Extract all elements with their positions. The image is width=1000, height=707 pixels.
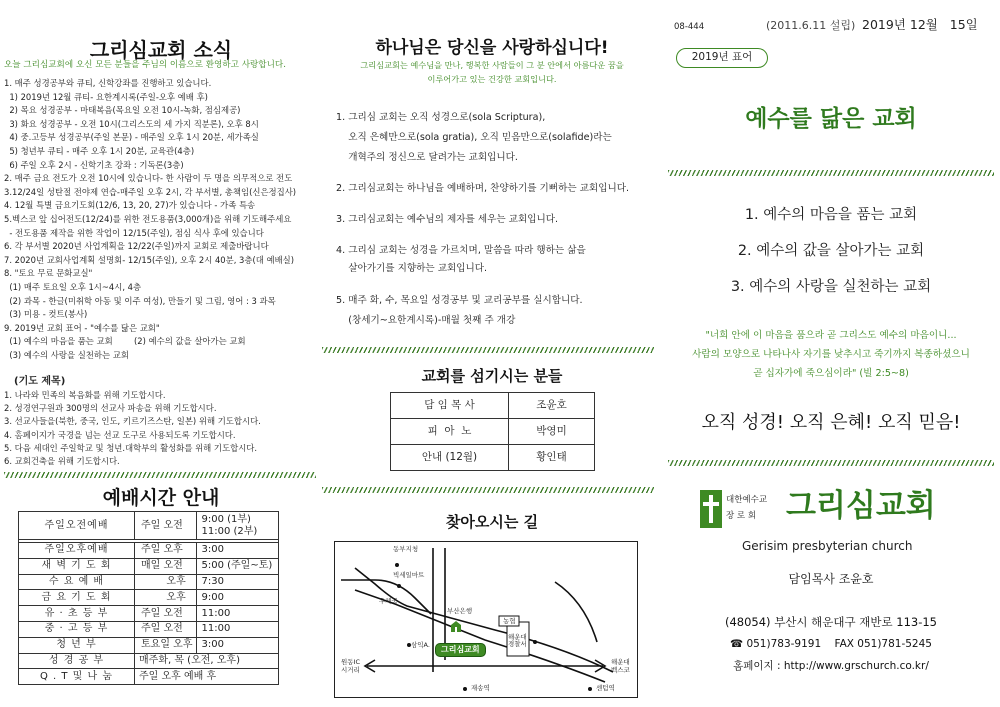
map-label-wondong: 원동IC 시거리 <box>341 658 361 674</box>
welcome-text: 오늘 그리심교회에 오신 모든 분들을 주님의 이름으로 환영하고 사랑합니다. <box>4 60 286 70</box>
bulletin-code: 08-444 <box>674 22 705 32</box>
denomination-line-1: 대한예수교 <box>726 495 768 505</box>
worship-day: 주일 오전 <box>135 606 197 622</box>
church-point: 살아가기를 지향하는 교회입니다. <box>336 263 488 274</box>
map-label-centum: 센텀역 <box>596 684 615 692</box>
worship-time: 9:00 <box>197 590 279 606</box>
divider <box>668 460 994 466</box>
worship-time: 3:00 <box>197 543 279 559</box>
worship-title: 예배시간 안내 <box>102 487 220 509</box>
denomination-line-2: 장 로 회 <box>726 511 757 521</box>
map-label-jaesong: 재송역 <box>471 684 490 692</box>
news-line: (1) 매주 토요일 오후 1시~4시, 4층 <box>4 282 142 292</box>
church-logo-icon <box>700 490 722 528</box>
news-line: (2) 과목 - 한글(미취학 아동 및 이주 여성), 만들기 및 그림, 영어 : 3 과목 <box>4 295 276 306</box>
map-roads <box>335 542 639 699</box>
worship-name: 주일오전예배 <box>19 512 135 540</box>
map-label-post: 우체국 <box>379 597 398 605</box>
left-column <box>0 0 322 707</box>
news-line: (1) 예수의 마음을 품는 교회 (2) 예수의 값을 살아가는 교회 <box>4 336 246 347</box>
staff-name: 황인태 <box>509 445 595 471</box>
church-point: 5. 매주 화, 수, 목요일 성경공부 및 교리공부를 실시합니다. <box>336 295 583 306</box>
staff-row <box>391 393 595 419</box>
worship-row <box>19 512 279 540</box>
news-title: 그리심교회 소식 <box>89 38 233 62</box>
church-point: 4. 그리심 교회는 성경을 가르치며, 말씀을 따라 행하는 삶을 <box>336 245 586 256</box>
verse-line-1: "너희 안에 이 마음을 품으라 곧 그리스도 예수의 마음이니... <box>705 330 957 341</box>
worship-name: 수 요 예 배 <box>19 574 135 590</box>
church-point: 오직 은혜만으로(sola gratia), 오직 믿음만으로(solafide)라는 <box>336 132 612 143</box>
worship-row <box>19 621 279 637</box>
right-column <box>662 0 1000 707</box>
prayer-line: 2. 성경연구원과 300명의 선교사 파송을 위해 기도합시다. <box>4 403 217 414</box>
staff-row <box>391 445 595 471</box>
church-point: 개혁주의 정신으로 달려가는 교회입니다. <box>336 152 518 163</box>
news-line: 1. 매주 성경공부와 큐티, 신학강좌를 진행하고 있습니다. <box>4 78 212 88</box>
news-line: 3) 화요 성경공부 - 오전 10시(그리스도의 세 가지 직분론), 오후 8시 <box>4 118 259 129</box>
established-date: (2011.6.11 설립) <box>766 19 856 32</box>
worship-row <box>19 669 279 685</box>
verse-line-2: 사람의 모양으로 나타나사 자기를 낮추시고 죽기까지 복종하셨으니 <box>692 349 970 360</box>
news-line: 3.12/24일 성탄절 전야제 연습-매주일 오후 2시, 각 부서별, 총책임(신은정집사) <box>4 186 297 197</box>
divider <box>322 487 654 493</box>
divider <box>668 170 994 176</box>
worship-row <box>19 543 279 559</box>
love-sub-1: 그리심교회는 예수님을 만나, 행복한 사람들이 그 분 안에서 아름다운 꿈을 <box>360 60 624 70</box>
love-title: 하나님은 당신을 사랑하십니다! <box>375 38 609 58</box>
location-map <box>334 541 638 698</box>
worship-name: 새 벽 기 도 회 <box>19 558 135 574</box>
church-point: (창세기~요한계시록)-매월 첫째 주 개강 <box>336 315 516 326</box>
staff-table <box>390 392 595 471</box>
worship-time: 11:00 <box>197 606 279 622</box>
worship-name: 중 · 고 등 부 <box>19 621 135 637</box>
worship-day: 토요일 오후 <box>135 637 197 653</box>
worship-day: 오후 <box>135 590 197 606</box>
worship-row <box>19 637 279 653</box>
news-line: 8. "토요 무료 문화교실" <box>4 268 93 279</box>
news-line: 9. 2019년 교회 표어 - "예수를 닮은 교회" <box>4 322 160 333</box>
map-label-dongbu: 동부지청 <box>393 545 419 553</box>
news-line: (3) 미용 - 컷트(봉사) <box>4 309 88 320</box>
news-line: 1) 2019년 12월 큐티- 요한계시록(주일-오후 예배 후) <box>4 91 208 102</box>
church-point: 2. 그리심교회는 하나님을 예배하며, 찬양하기를 기뻐하는 교회입니다. <box>336 183 630 194</box>
homepage-link[interactable]: 홈페이지 : http://www.grschurch.co.kr/ <box>733 660 929 672</box>
worship-name: 주일오후예배 <box>19 543 135 559</box>
staff-title: 교회를 섬기시는 분들 <box>421 367 563 385</box>
prayer-title: (기도 제목) <box>14 376 66 387</box>
worship-name: 유 · 초 등 부 <box>19 606 135 622</box>
prayer-line: 3. 선교사들을(북한, 중국, 인도, 키르기즈스탄, 일본) 위해 기도합시다. <box>4 416 261 427</box>
divider <box>322 347 654 353</box>
church-name: 그리심교회 <box>786 488 936 524</box>
worship-name: Q . T 및 나 눔 <box>19 669 135 685</box>
worship-name: 청 년 부 <box>19 637 135 653</box>
news-line: 6. 각 부서별 2020년 사업계획을 12/22(주일)까지 교회로 제출바랍니다 <box>4 241 269 252</box>
map-label-bigsale: 빅세일마트 <box>393 571 425 579</box>
news-line: 2) 목요 성경공부 - 마태복음(목요일 오전 10시-녹화, 점심제공) <box>4 105 241 116</box>
worship-day: 주일 오전 <box>135 621 197 637</box>
map-label-police: 해운대 경찰서 <box>508 633 527 649</box>
news-line: 4) 중.고등부 성경공부(주일 본문) - 매주일 오후 1시 20분, 세가족실 <box>4 132 259 143</box>
worship-name: 금 요 기 도 회 <box>19 590 135 606</box>
prayer-line: 5. 다음 세대인 주일학교 및 청년.대학부의 활성화를 위해 기도합시다. <box>4 442 258 453</box>
worship-day: 매주화, 목 (오전, 오후) <box>135 653 279 669</box>
map-label-samik: 삼익A. <box>411 641 430 649</box>
worship-time: 3:00 <box>197 637 279 653</box>
motto-title: 예수를 닮은 교회 <box>745 106 917 132</box>
worship-row <box>19 590 279 606</box>
staff-role: 담 임 목 사 <box>391 393 509 419</box>
map-label-busanbank: 부산은행 <box>447 607 473 615</box>
worship-name: 성 경 공 부 <box>19 653 135 669</box>
map-title: 찾아오시는 길 <box>445 513 539 531</box>
worship-row <box>19 574 279 590</box>
news-line: 7. 2020년 교회사업계획 설명회- 12/15(주일), 오후 2시 40분, 3층(대 예배실) <box>4 254 295 265</box>
news-line: 5.벡스코 앞 십어전도(12/24)를 위한 전도용품(3,000개)을 위해 기도해주세요 <box>4 214 292 224</box>
motto-item: 1. 예수의 마음을 품는 교회 <box>744 207 918 223</box>
worship-day: 매일 오전 <box>135 558 197 574</box>
worship-time: 11:00 <box>197 621 279 637</box>
staff-name: 박영미 <box>509 419 595 445</box>
news-line: - 전도용품 제작을 위한 작업이 12/15(주일), 점심 식사 후에 있습니다 <box>4 227 264 238</box>
worship-table <box>18 511 279 685</box>
worship-time: 7:30 <box>197 574 279 590</box>
motto-item: 3. 예수의 사랑을 실천하는 교회 <box>730 279 932 295</box>
prayer-line: 4. 홈페이지가 국경을 넘는 선교 도구로 사용되도록 기도합시다. <box>4 429 236 440</box>
staff-name: 조윤호 <box>509 393 595 419</box>
worship-row <box>19 653 279 669</box>
worship-day: 주일 오전 <box>135 512 197 540</box>
slogan: 오직 성경! 오직 은혜! 오직 믿음! <box>701 412 961 433</box>
staff-role: 피 아 노 <box>391 419 509 445</box>
motto-item: 2. 예수의 값을 살아가는 교회 <box>737 243 925 259</box>
church-english-name: Gerisim presbyterian church <box>742 539 913 553</box>
worship-row <box>19 558 279 574</box>
church-point: 1. 그리심 교회는 오직 성경으로(sola Scriptura), <box>336 112 546 123</box>
staff-role: 안내 (12월) <box>391 445 509 471</box>
map-label-church: 그리심교회 <box>435 643 486 657</box>
worship-day: 주일 오후 예배 후 <box>135 669 279 685</box>
church-icon <box>449 618 463 632</box>
divider <box>4 472 316 478</box>
phone-fax: ☎ 051)783-9191 FAX 051)781-5245 <box>730 638 932 650</box>
bulletin-date: 2019년 12월 15일 <box>862 17 978 32</box>
prayer-line: 1. 나라와 민족의 복음화를 위해 기도합시다. <box>4 390 166 400</box>
news-line: 2. 매주 금요 전도가 오전 10시에 있습니다- 한 사람이 두 명을 의무적으로 전도 <box>4 173 293 184</box>
news-line: 4. 12월 특별 금요기도회(12/6, 13, 20, 27)가 있습니다 - 가족 특송 <box>4 200 256 211</box>
motto-badge: 2019년 표어 <box>676 48 768 68</box>
worship-row <box>19 606 279 622</box>
staff-row <box>391 419 595 445</box>
news-line: 5) 청년부 큐티 - 매주 오후 1시 20분, 교육관(4층) <box>4 146 195 156</box>
worship-time: 5:00 (주일~토) <box>197 558 279 574</box>
prayer-line: 6. 교회건축을 위해 기도합시다. <box>4 456 120 466</box>
map-label-bexco: 해운대 벡스코 <box>611 658 630 674</box>
worship-day: 오후 <box>135 574 197 590</box>
news-line: (3) 예수의 사랑을 실천하는 교회 <box>4 350 129 360</box>
worship-day: 주일 오후 <box>135 543 197 559</box>
verse-line-3: 곧 십자가에 죽으심이라" (빌 2:5~8) <box>753 368 909 379</box>
news-line: 6) 주일 오후 2시 - 신학기초 강좌 : 기독론(3층) <box>4 159 184 170</box>
address: (48054) 부산시 해운대구 재반로 113-15 <box>724 615 937 629</box>
worship-time: 9:00 (1부) 11:00 (2부) <box>197 512 279 540</box>
church-point: 3. 그리심교회는 예수님의 제자를 세우는 교회입니다. <box>336 214 559 225</box>
love-sub-2: 이루어가고 있는 건강한 교회입니다. <box>427 74 557 84</box>
pastor-name: 담임목사 조윤호 <box>788 572 874 586</box>
map-label-nonghyup: 농협 <box>503 617 516 625</box>
